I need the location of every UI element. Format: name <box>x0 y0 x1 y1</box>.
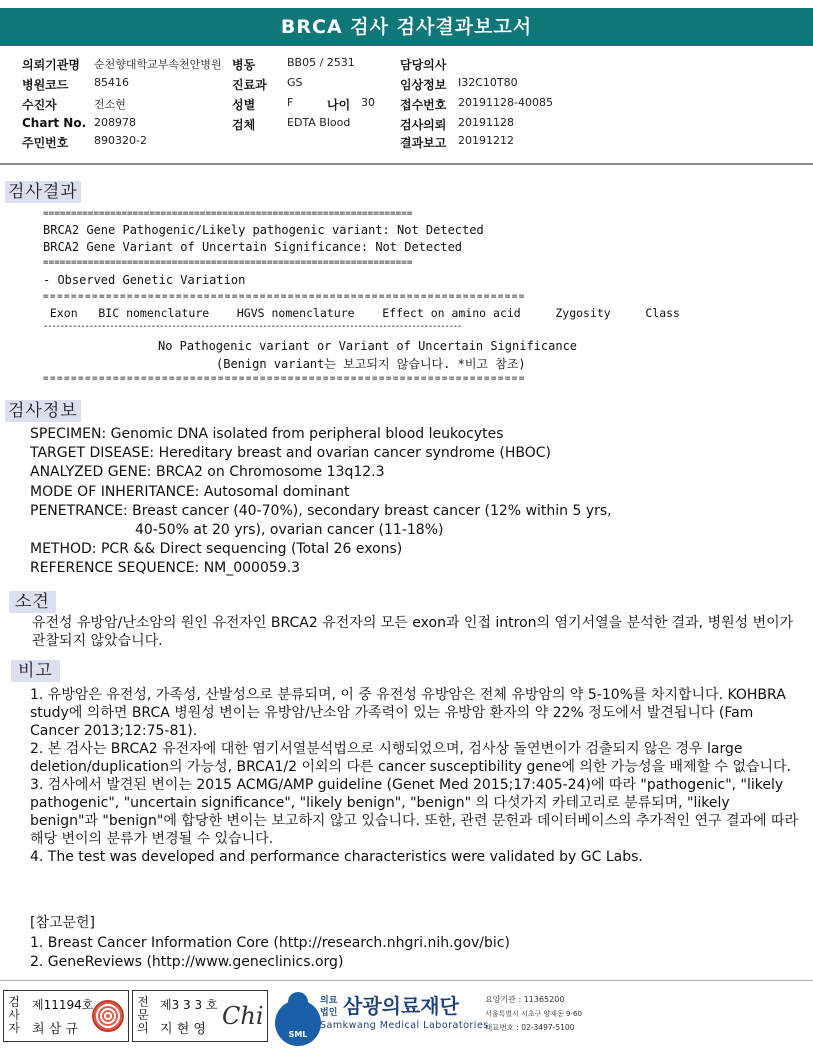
table-separator: ===================================================================== <box>43 373 526 384</box>
foundation-name: 삼광의료재단 <box>343 994 459 1018</box>
patient-value: 전소현 <box>94 98 126 111</box>
info-method: METHOD: PCR && Direct sequencing (Total 26 exons) <box>30 541 403 557</box>
institution-value: 순천향대학교부속천안병원 <box>94 58 222 71</box>
table-dash-line: ----------------------------------------------------------------------------------------------------- <box>43 321 461 332</box>
dept-label: 진료과 <box>232 78 267 92</box>
inspector-number: 제11194호 <box>32 998 94 1012</box>
institution-label: 의뢰기관명 <box>22 58 80 72</box>
remark-3: 3. 검사에서 발견된 변이는 2015 ACMG/AMP guideline (Genet Med 2015;17:405-24)에 따라 "pathogenic", "likely pathogenic", "uncertain significance", "likely benign", "benign" 의 다섯가지 카테고리로 분류되며, "likely benign"과 "benign"에 합당한 변이는 보고하지 않고 있습니다. 또한, 관련 문헌과 데이터베이스의 추가적인 연구 결과에 따라 해당 변이의 분류가 변경될 수 있습니다. <box>30 777 799 847</box>
specialist-label: 전문의 <box>137 995 149 1035</box>
specialist-name: 지 현 영 <box>160 1022 206 1037</box>
specialist-signature: Chi <box>222 1002 264 1030</box>
benign-note-line: (Benign variant는 보고되지 않습니다. *비고 참조) <box>216 357 526 371</box>
ward-value: BB05 / 2531 <box>287 56 355 69</box>
remarks-list <box>30 686 800 866</box>
info-penetrance: PENETRANCE: Breast cancer (40-70%), secondary breast cancer (12% within 5 yrs, <box>30 503 612 519</box>
result-section-title: 검사결과 <box>5 181 81 203</box>
info-analyzed-gene: ANALYZED GENE: BRCA2 on Chromosome 13q12.3 <box>30 464 385 480</box>
info-specimen: SPECIMEN: Genomic DNA isolated from peripheral blood leukocytes <box>30 426 504 442</box>
observed-variation-heading: - Observed Genetic Variation <box>43 273 246 287</box>
report-date-value: 20191212 <box>458 134 514 147</box>
report-header <box>0 50 813 154</box>
foundation-prefix: 의료 <box>320 996 338 1006</box>
info-inheritance: MODE OF INHERITANCE: Autosomal dominant <box>30 484 350 500</box>
remark-1: 1. 유방암은 유전성, 가족성, 산발성으로 분류되며, 이 중 유전성 유방암은 전체 유방암의 약 5-10%를 차지합니다. KOHBRA study에 의하면 BRCA 병원성 변이는 유방암/난소암 가족력이 있는 유방암 환자의 약 22% 정도에서 발견됩니다 (Fam Cancer 2013;12:75-81). <box>30 687 786 739</box>
dept-value: GS <box>287 76 303 89</box>
no-variant-line: No Pathogenic variant or Variant of Uncertain Significance <box>158 339 578 353</box>
specimen-label: 검체 <box>232 118 256 132</box>
remark-2: 2. 본 검사는 BRCA2 유전자에 대한 염기서열분석법으로 시행되었으며, 검사상 돌연변이가 검출되지 않은 경우 large deletion/duplication의 가능성, BRCA1/2 이외의 다른 cancer susceptibility gene에 의한 가능성을 배제할 수 없습니다. <box>30 741 792 775</box>
age-value: 30 <box>361 96 375 109</box>
hospital-code-label: 병원코드 <box>22 78 69 92</box>
receipt-value: 20191128-40085 <box>458 96 553 109</box>
result-separator: ================================================================== <box>43 208 413 219</box>
variant-table-header: Exon BIC nomenclature HGVS nomenclature Effect on amino acid Zygosity Class <box>43 306 680 320</box>
result-pathogenic-line: BRCA2 Gene Pathogenic/Likely pathogenic variant: Not Detected <box>43 223 484 237</box>
foundation-phone: 대표번호 : 02-3497-5100 <box>485 1023 575 1032</box>
specialist-number: 제3 3 3 호 <box>160 998 218 1012</box>
physician-label: 담당의사 <box>400 58 447 72</box>
result-vus-line: BRCA2 Gene Variant of Uncertain Significance: Not Detected <box>43 240 463 254</box>
references-title: [참고문헌] <box>30 915 96 931</box>
remarks-section-title: 비고 <box>11 660 60 682</box>
request-date-label: 검사의뢰 <box>400 118 447 132</box>
sex-label: 성별 <box>232 98 256 112</box>
sex-value: F <box>287 96 294 109</box>
table-separator: ===================================================================== <box>43 291 526 302</box>
result-separator: ================================================================== <box>43 257 413 268</box>
reference-1: 1. Breast Cancer Information Core (http://research.nhgri.nih.gov/bic) <box>30 935 510 951</box>
foundation-address: 서울특별시 서초구 양재동 9-60 <box>485 1010 582 1018</box>
chart-label: Chart No. <box>22 116 87 130</box>
finding-text: 유전성 유방암/난소암의 원인 유전자인 BRCA2 유전자의 모든 exon과 인접 intron의 염기서열을 분석한 결과, 병원성 변이가 관찰되지 않았습니다. <box>32 615 794 649</box>
specimen-value: EDTA Blood <box>287 116 351 129</box>
finding-section-title: 소견 <box>9 591 56 613</box>
request-date-value: 20191128 <box>458 116 514 129</box>
report-date-label: 결과보고 <box>400 136 447 150</box>
age-label: 나이 <box>327 98 351 112</box>
foundation-logo: SML <box>275 1000 321 1046</box>
hospital-code-value: 85416 <box>94 76 129 89</box>
ssn-label: 주민번호 <box>22 136 69 150</box>
info-reference: REFERENCE SEQUENCE: NM_000059.3 <box>30 560 301 576</box>
inspector-label: 검사자 <box>8 995 20 1035</box>
chart-value: 208978 <box>94 116 136 129</box>
ssn-value: 890320-2 <box>94 134 147 147</box>
inspector-name: 최 삼 규 <box>32 1022 78 1037</box>
ward-label: 병동 <box>232 58 256 72</box>
info-penetrance-cont: 40-50% at 20 yrs), ovarian cancer (11-18%) <box>135 522 444 538</box>
reference-2: 2. GeneReviews (http://www.geneclinics.org) <box>30 954 344 970</box>
clinical-label: 임상정보 <box>400 78 447 92</box>
institution-code: 요양기관 : 11365200 <box>485 995 565 1004</box>
foundation-prefix-2: 법인 <box>320 1008 338 1018</box>
header-divider <box>0 163 813 165</box>
receipt-label: 접수번호 <box>400 98 447 112</box>
footer-divider <box>0 980 813 981</box>
clinical-value: I32C10T80 <box>458 76 518 89</box>
remark-4: 4. The test was developed and performance characteristics were validated by GC Labs. <box>30 849 643 865</box>
report-title: BRCA 검사 검사결과보고서 <box>0 8 813 46</box>
info-section-title: 검사정보 <box>5 400 81 422</box>
patient-label: 수진자 <box>22 98 57 112</box>
info-target-disease: TARGET DISEASE: Hereditary breast and ovarian cancer syndrome (HBOC) <box>30 445 551 461</box>
inspector-seal <box>92 1000 124 1032</box>
foundation-english-name: Samkwang Medical Laboratories <box>320 1020 489 1031</box>
